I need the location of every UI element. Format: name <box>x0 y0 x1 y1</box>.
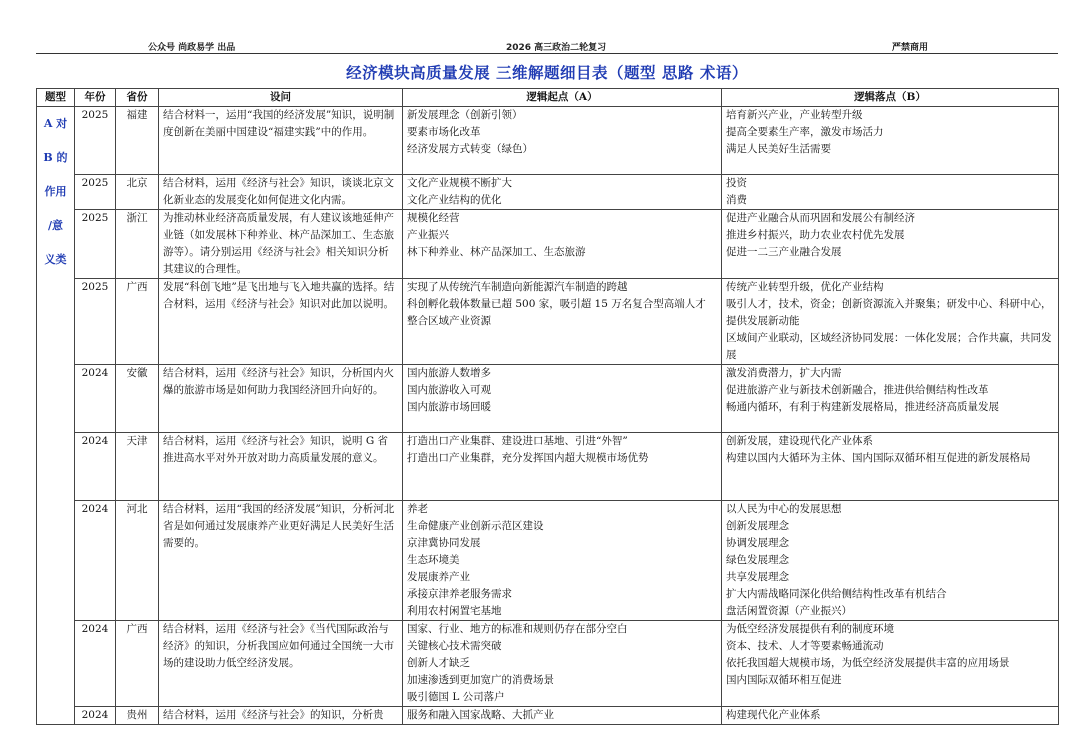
logic-end-item: 创新发展理念 <box>726 520 789 532</box>
logic-end-item: 协调发展理念 <box>726 537 789 549</box>
question-cell <box>159 707 403 725</box>
logic-end-item: 盘活闲置资源（产业振兴） <box>726 605 852 617</box>
logic-start-item: 国内旅游收入可观 <box>407 384 491 396</box>
year-cell: 2025 <box>75 279 116 365</box>
logic-start-cell <box>403 501 722 621</box>
col-province: 省份 <box>116 89 159 107</box>
logic-end-item: 扩大内需战略同深化供给侧结构性改革有机结合 <box>726 588 947 600</box>
question-cell <box>159 621 403 707</box>
logic-end-item: 推进乡村振兴，助力农业农村优先发展 <box>726 229 905 241</box>
logic-end-item: 促进一二三产业融合发展 <box>726 246 842 258</box>
col-type: 题型 <box>37 89 75 107</box>
page-header <box>36 37 1056 53</box>
question-type-line: 作用 <box>44 185 67 198</box>
logic-end-item: 依托我国超大规模市场，为低空经济发展提供丰富的应用场景 <box>726 657 1010 669</box>
logic-start-cell <box>403 175 722 210</box>
province-cell: 福建 <box>116 107 159 175</box>
logic-start-item: 经济发展方式转变（绿色） <box>407 143 533 155</box>
question-cell <box>159 365 403 433</box>
logic-start-item: 养老 <box>407 503 428 515</box>
logic-end-cell <box>722 501 1059 621</box>
logic-end-item: 创新发展，建设现代化产业体系 <box>726 435 873 447</box>
publisher-credit: 公众号 尚政易学 出品 <box>148 43 236 53</box>
logic-start-item: 规模化经营 <box>407 212 460 224</box>
logic-start-item: 发展康养产业 <box>407 571 470 583</box>
logic-end-cell <box>722 707 1059 725</box>
province-cell: 河北 <box>116 501 159 621</box>
logic-start-cell <box>403 365 722 433</box>
logic-end-cell <box>722 433 1059 501</box>
logic-start-item: 文化产业规模不断扩大 <box>407 177 512 189</box>
logic-end-item: 共享发展理念 <box>726 571 789 583</box>
logic-start-item: 利用农村闲置宅基地 <box>407 605 502 617</box>
question-text: 结合材料，运用“我国的经济发展”知识，分析河北省是如何通过发展康养产业更好满足人民美好生活需要的。 <box>163 503 395 549</box>
province-cell: 贵州 <box>116 707 159 725</box>
logic-start-item: 要素市场化改革 <box>407 126 481 138</box>
question-text: 结合材料，运用《经济与社会》知识，谈谈北京文化新业态的发展变化如何促进文化内需。 <box>163 177 394 206</box>
question-text: 结合材料，运用《经济与社会》的知识，分析贵 <box>163 709 384 721</box>
province-cell: 广西 <box>116 621 159 707</box>
logic-end-item: 提高全要素生产率，激发市场活力 <box>726 126 884 138</box>
question-type-line: 义类 <box>44 253 67 266</box>
logic-start-item: 国内旅游人数增多 <box>407 367 491 379</box>
logic-end-cell <box>722 210 1059 279</box>
logic-start-item: 新发展理念（创新引领） <box>407 109 523 121</box>
table-row <box>37 107 1059 175</box>
logic-end-item: 区域间产业联动，区域经济协同发展：一体化发展；合作共赢，共同发展 <box>726 332 1052 361</box>
course-title: 2026 高三政治二轮复习 <box>506 43 607 53</box>
logic-start-item: 京津冀协同发展 <box>407 537 481 549</box>
col-year: 年份 <box>75 89 116 107</box>
col-logic-start: 逻辑起点（A） <box>403 89 722 107</box>
logic-start-cell <box>403 621 722 707</box>
logic-start-cell <box>403 107 722 175</box>
question-text: 结合材料，运用《经济与社会》知识，分析国内火爆的旅游市场是如何助力我国经济回升向好的。 <box>163 367 394 396</box>
col-question: 设问 <box>159 89 403 107</box>
logic-start-cell <box>403 210 722 279</box>
logic-start-item: 生态环境美 <box>407 554 460 566</box>
logic-start-item: 国家、行业、地方的标准和规则仍存在部分空白 <box>407 623 628 635</box>
logic-end-item: 资本、技术、人才等要素畅通流动 <box>726 640 884 652</box>
logic-start-item: 实现了从传统汽车制造向新能源汽车制造的跨越 <box>407 281 628 293</box>
question-cell <box>159 107 403 175</box>
year-cell: 2024 <box>75 365 116 433</box>
table-row <box>37 210 1059 279</box>
year-cell: 2025 <box>75 175 116 210</box>
logic-start-item: 产业振兴 <box>407 229 449 241</box>
logic-end-item: 国内国际双循环相互促进 <box>726 674 842 686</box>
logic-end-item: 以人民为中心的发展思想 <box>726 503 842 515</box>
question-type-line: B 的 <box>43 151 68 164</box>
year-cell: 2024 <box>75 621 116 707</box>
logic-end-item: 构建现代化产业体系 <box>726 709 821 721</box>
logic-end-item: 促进旅游产业与新技术创新融合，推进供给侧结构性改革 <box>726 384 989 396</box>
question-text: 结合材料，运用《经济与社会》《当代国际政治与经济》的知识，分析我国应如何通过全国统一大市场的建设助力低空经济发展。 <box>163 623 394 669</box>
question-type-line: /意 <box>47 219 64 232</box>
logic-end-cell <box>722 279 1059 365</box>
logic-end-cell <box>722 621 1059 707</box>
year-cell: 2024 <box>75 433 116 501</box>
question-text: 结合材料一，运用“我国的经济发展”知识，说明制度创新在美丽中国建设“福建实践”中的作用。 <box>163 109 395 138</box>
question-table <box>36 88 1059 725</box>
year-cell: 2024 <box>75 707 116 725</box>
table-row <box>37 501 1059 621</box>
logic-end-item: 为低空经济发展提供有利的制度环境 <box>726 623 894 635</box>
document-title: 经济模块高质量发展 三维解题细目表（题型 思路 术语） <box>346 63 748 82</box>
question-text: 发展“科创飞地”是飞出地与飞入地共赢的选择。结合材料，运用《经济与社会》知识对此加以说明。 <box>163 281 395 310</box>
table-row <box>37 707 1059 725</box>
question-cell <box>159 210 403 279</box>
table-row <box>37 621 1059 707</box>
logic-start-item: 生命健康产业创新示范区建设 <box>407 520 544 532</box>
logic-end-item: 吸引人才，技术，资金；创新资源流入并聚集；研发中心、科研中心，提供发展新动能 <box>726 298 1052 327</box>
logic-start-cell <box>403 279 722 365</box>
question-type-cell <box>37 107 75 725</box>
logic-end-cell <box>722 107 1059 175</box>
logic-end-item: 激发消费潜力，扩大内需 <box>726 367 842 379</box>
province-cell: 天津 <box>116 433 159 501</box>
logic-start-item: 服务和融入国家战略、大抓产业 <box>407 709 554 721</box>
logic-start-item: 整合区域产业资源 <box>407 315 491 327</box>
question-cell <box>159 501 403 621</box>
logic-start-item: 打造出口产业集群，充分发挥国内超大规模市场优势 <box>407 452 649 464</box>
province-cell: 北京 <box>116 175 159 210</box>
question-text: 结合材料，运用《经济与社会》知识，说明 G 省推进高水平对外开放对助力高质量发展的意义。 <box>163 435 389 464</box>
year-cell: 2025 <box>75 107 116 175</box>
province-cell: 浙江 <box>116 210 159 279</box>
logic-start-item: 承接京津养老服务需求 <box>407 588 512 600</box>
usage-notice: 严禁商用 <box>892 43 929 53</box>
logic-start-item: 关键核心技术需突破 <box>407 640 502 652</box>
header-rule <box>36 53 1058 54</box>
table-row <box>37 279 1059 365</box>
logic-start-cell <box>403 707 722 725</box>
logic-start-item: 创新人才缺乏 <box>407 657 470 669</box>
logic-end-item: 培育新兴产业，产业转型升级 <box>726 109 863 121</box>
table-row <box>37 433 1059 501</box>
question-type-line: A 对 <box>43 117 68 130</box>
question-cell <box>159 433 403 501</box>
table-header-row <box>37 89 1059 107</box>
table-row <box>37 365 1059 433</box>
logic-start-item: 科创孵化载体数量已超 500 家，吸引超 15 万名复合型高端人才 <box>407 298 706 310</box>
logic-start-item: 林下种养业、林产品深加工、生态旅游 <box>407 246 586 258</box>
table-body <box>37 107 1059 725</box>
logic-end-item: 绿色发展理念 <box>726 554 789 566</box>
question-cell <box>159 175 403 210</box>
col-logic-end: 逻辑落点（B） <box>722 89 1059 107</box>
logic-end-item: 促进产业融合从而巩固和发展公有制经济 <box>726 212 915 224</box>
province-cell: 安徽 <box>116 365 159 433</box>
logic-start-item: 国内旅游市场回暖 <box>407 401 491 413</box>
province-cell: 广西 <box>116 279 159 365</box>
table-row <box>37 175 1059 210</box>
logic-end-item: 满足人民美好生活需要 <box>726 143 831 155</box>
year-cell: 2025 <box>75 210 116 279</box>
year-cell: 2024 <box>75 501 116 621</box>
logic-end-cell <box>722 175 1059 210</box>
logic-start-item: 打造出口产业集群、建设进口基地、引进“外智” <box>407 435 628 447</box>
logic-end-item: 构建以国内大循环为主体、国内国际双循环相互促进的新发展格局 <box>726 452 1031 464</box>
logic-start-item: 加速渗透到更加宽广的消费场景 <box>407 674 554 686</box>
logic-end-item: 传统产业转型升级，优化产业结构 <box>726 281 884 293</box>
logic-start-item: 吸引德国 L 公司落户 <box>407 691 505 703</box>
question-text: 为推动林业经济高质量发展，有人建议该地延伸产业链（如发展林下种养业、林产品深加工、生态旅游等）。请分别运用《经济与社会》相关知识分析其建议的合理性。 <box>163 212 394 275</box>
logic-start-item: 文化产业结构的优化 <box>407 194 502 206</box>
logic-end-item: 畅通内循环，有利于构建新发展格局，推进经济高质量发展 <box>726 401 999 413</box>
logic-end-item: 消费 <box>726 194 747 206</box>
question-cell <box>159 279 403 365</box>
logic-end-cell <box>722 365 1059 433</box>
logic-end-item: 投资 <box>726 177 747 189</box>
logic-start-cell <box>403 433 722 501</box>
